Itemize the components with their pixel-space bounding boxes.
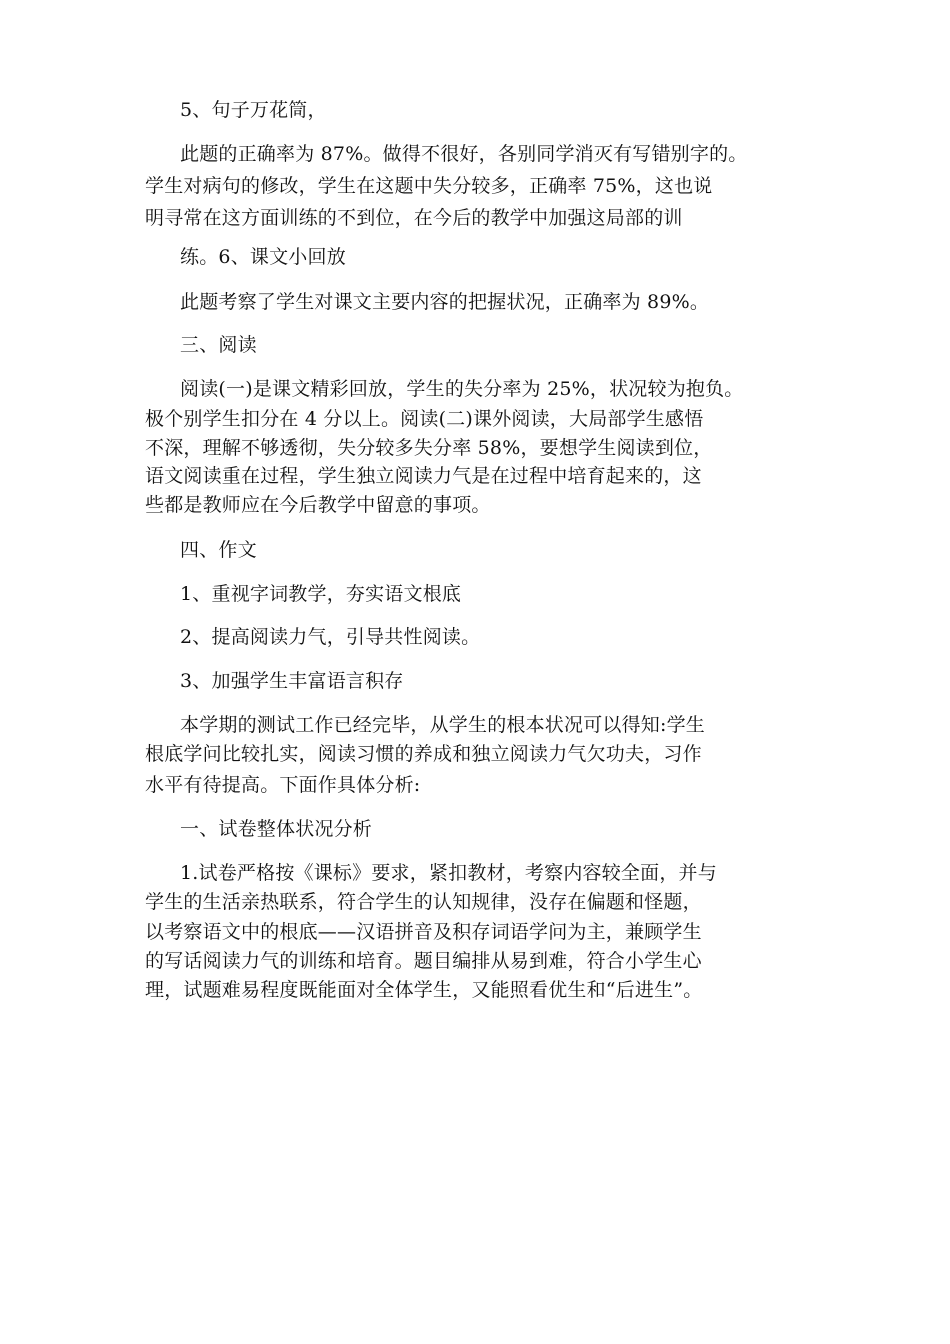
paragraph-line: 些都是教师应在今后教学中留意的事项。 — [145, 494, 491, 516]
paragraph-line: 理，试题难易程度既能面对全体学生，又能照看优生和“后进生”。 — [145, 979, 703, 1001]
paragraph-line: 根底学问比较扎实，阅读习惯的养成和独立阅读力气欠功夫，习作 — [145, 743, 702, 765]
paragraph-line: 此题考察了学生对课文主要内容的把握状况，正确率为 89%。 — [180, 291, 710, 313]
paragraph-line: 的写话阅读力气的训练和培育。题目编排从易到难，符合小学生心 — [145, 950, 702, 972]
list-item: 3、加强学生丰富语言积存 — [180, 670, 404, 692]
paragraph-line: 阅读(一)是课文精彩回放，学生的失分率为 25%，状况较为抱负。 — [180, 378, 744, 400]
paragraph-line: 1.试卷严格按《课标》要求，紧扣教材，考察内容较全面，并与 — [180, 862, 717, 884]
paragraph-line: 学生的生活亲热联系，符合学生的认知规律，没存在偏题和怪题， — [145, 891, 702, 913]
paragraph-line: 学生对病句的修改，学生在这题中失分较多，正确率 75%，这也说 — [145, 175, 713, 197]
paragraph-line: 此题的正确率为 87%。做得不很好，各别同学消灭有写错别字的。 — [180, 143, 748, 165]
paragraph-line: 明寻常在这方面训练的不到位，在今后的教学中加强这局部的训 — [145, 207, 683, 229]
paragraph-line: 语文阅读重在过程，学生独立阅读力气是在过程中培育起来的，这 — [145, 465, 702, 487]
heading-sentence-kaleidoscope: 5、句子万花筒， — [180, 99, 327, 121]
paragraph-line: 本学期的测试工作已经完毕，从学生的根本状况可以得知:学生 — [180, 714, 706, 736]
heading-reading: 三、阅读 — [180, 334, 257, 356]
paragraph-line: 极个别学生扣分在 4 分以上。阅读(二)课外阅读，大局部学生感悟 — [145, 408, 704, 430]
paragraph-line: 水平有待提高。下面作具体分析: — [145, 774, 421, 796]
paragraph-line: 以考察语文中的根底——汉语拼音及积存词语学问为主，兼顾学生 — [145, 921, 702, 943]
list-item: 2、提高阅读力气，引导共性阅读。 — [180, 626, 481, 648]
heading-exam-overview: 一、试卷整体状况分析 — [180, 818, 373, 840]
list-item: 1、重视字词教学，夯实语文根底 — [180, 583, 462, 605]
heading-composition: 四、作文 — [180, 539, 257, 561]
paragraph-line: 不深，理解不够透彻，失分较多失分率 58%，要想学生阅读到位， — [145, 437, 713, 459]
paragraph-line: 练。6、课文小回放 — [180, 246, 346, 268]
